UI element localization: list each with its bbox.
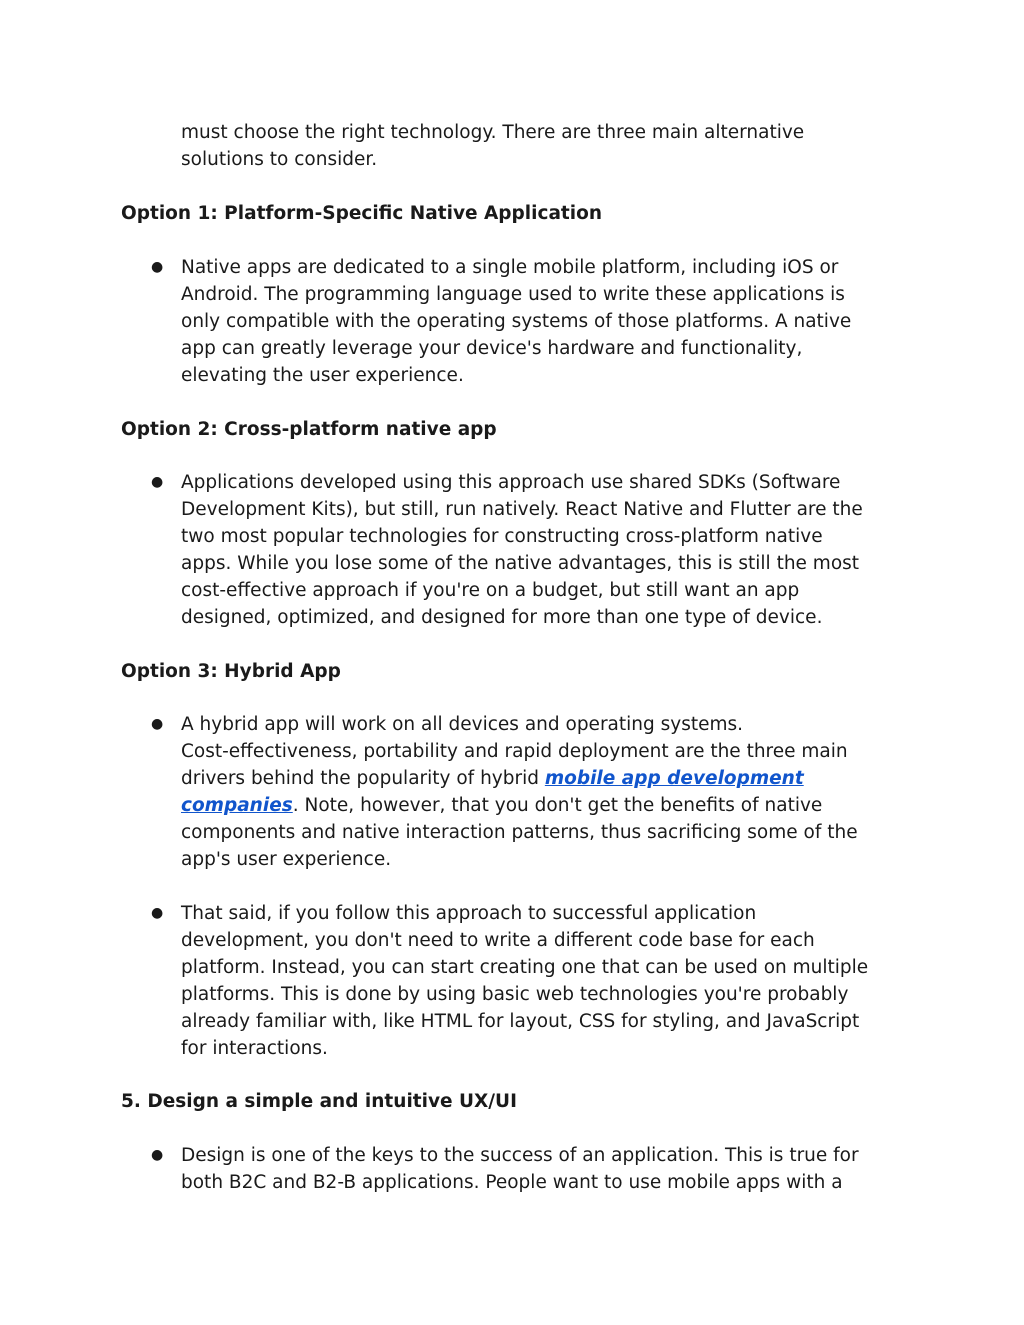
option3-b2-line-3: platform. Instead, you can start creating one that can be used on multiple bbox=[181, 957, 869, 978]
option3-b1-line-2: Cost-effectiveness, portability and rapid deployment are the three main bbox=[181, 741, 848, 762]
option1-text-line-2: Android. The programming language used to write these applications is bbox=[181, 284, 845, 305]
bullet-icon: ● bbox=[151, 905, 164, 921]
option3-b2-line-5: already familiar with, like HTML for layout, CSS for styling, and JavaScript bbox=[181, 1011, 860, 1032]
option3-b2-line-4: platforms. This is done by using basic web technologies you're probably bbox=[181, 984, 849, 1005]
section5-text-line-2: both B2C and B2-B applications. People want to use mobile apps with a bbox=[181, 1172, 843, 1193]
option2-text-line-4: apps. While you lose some of the native advantages, this is still the most bbox=[181, 553, 860, 574]
option2-heading: Option 2: Cross-platform native app bbox=[121, 419, 497, 440]
bullet-icon: ● bbox=[151, 716, 164, 732]
companies-link[interactable]: companies bbox=[181, 795, 293, 816]
option2-text-line-5: cost-effective approach if you're on a budget, but still want an app bbox=[181, 580, 800, 601]
mobile-app-development-link[interactable]: mobile app development bbox=[544, 768, 804, 789]
bullet-icon: ● bbox=[151, 1147, 164, 1163]
option3-b2-line-6: for interactions. bbox=[181, 1038, 328, 1059]
section5-text-line-1: Design is one of the keys to the success of an application. This is true for bbox=[181, 1145, 859, 1166]
option3-b1-line-5: components and native interaction patterns, thus sacrificing some of the bbox=[181, 822, 858, 843]
option1-text-line-3: only compatible with the operating systems of those platforms. A native bbox=[181, 311, 852, 332]
option1-text-line-4: app can greatly leverage your device's hardware and functionality, bbox=[181, 338, 803, 359]
option3-heading: Option 3: Hybrid App bbox=[121, 661, 341, 682]
bullet-icon: ● bbox=[151, 259, 164, 275]
option2-text-line-6: designed, optimized, and designed for more than one type of device. bbox=[181, 607, 823, 628]
section5-heading: 5. Design a simple and intuitive UX/UI bbox=[121, 1091, 517, 1112]
option2-text-line-2: Development Kits), but still, run natively. React Native and Flutter are the bbox=[181, 499, 863, 520]
option3-b2-line-2: development, you don't need to write a different code base for each bbox=[181, 930, 815, 951]
option3-b2-line-1: That said, if you follow this approach to successful application bbox=[181, 903, 757, 924]
intro-line-1: must choose the right technology. There are three main alternative bbox=[181, 122, 805, 143]
option2-text-line-3: two most popular technologies for constructing cross-platform native bbox=[181, 526, 823, 547]
option1-heading: Option 1: Platform-Specific Native Application bbox=[121, 203, 602, 224]
option1-text-line-1: Native apps are dedicated to a single mobile platform, including iOS or bbox=[181, 257, 839, 278]
option3-b1-line-3 bbox=[181, 765, 804, 792]
option2-text-line-1: Applications developed using this approach use shared SDKs (Software bbox=[181, 472, 841, 493]
bullet-icon: ● bbox=[151, 474, 164, 490]
option3-b1-line-3-text: drivers behind the popularity of hybrid bbox=[181, 768, 545, 789]
option3-b1-line-4 bbox=[181, 792, 822, 819]
intro-line-2: solutions to consider. bbox=[181, 149, 378, 170]
option3-b1-line-6: app's user experience. bbox=[181, 849, 392, 870]
option3-b1-line-4-text: . Note, however, that you don't get the benefits of native bbox=[292, 795, 823, 816]
option3-b1-line-1: A hybrid app will work on all devices and operating systems. bbox=[181, 714, 744, 735]
option1-text-line-5: elevating the user experience. bbox=[181, 365, 464, 386]
